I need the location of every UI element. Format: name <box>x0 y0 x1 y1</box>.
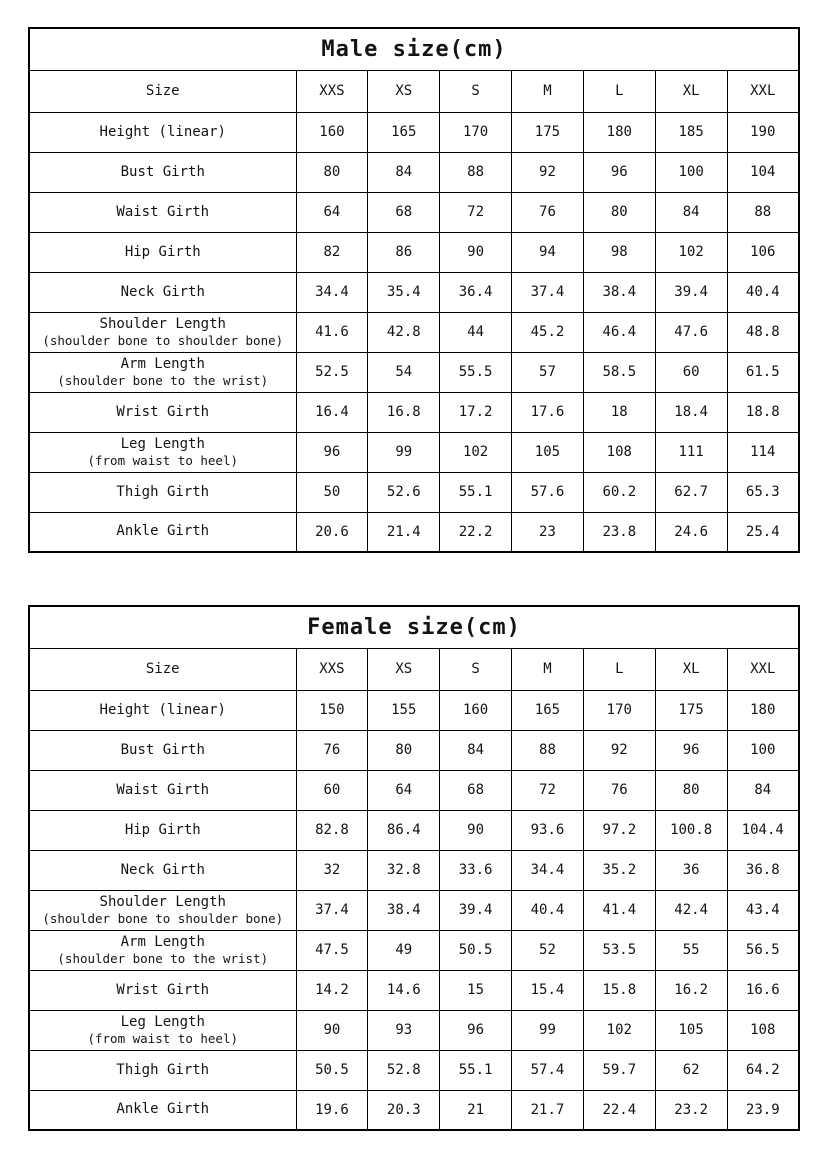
male-size-table-container <box>28 27 799 553</box>
measurement-value: 84 <box>727 770 799 810</box>
measurement-value: 99 <box>512 1010 584 1050</box>
measurement-value: 16.8 <box>368 392 440 432</box>
measurement-value: 165 <box>512 690 584 730</box>
measurement-label-text: Arm Length <box>120 356 205 372</box>
measurement-value: 62.7 <box>655 472 727 512</box>
measurement-label <box>29 690 296 730</box>
table-row <box>29 1050 799 1090</box>
measurement-value: 84 <box>440 730 512 770</box>
measurement-value: 104 <box>727 152 799 192</box>
measurement-value: 88 <box>727 192 799 232</box>
measurement-value: 111 <box>655 432 727 472</box>
male-column-header-xxl: XXL <box>727 70 799 112</box>
measurement-value: 102 <box>655 232 727 272</box>
measurement-value: 96 <box>655 730 727 770</box>
measurement-value: 23.2 <box>655 1090 727 1130</box>
table-row <box>29 112 799 152</box>
measurement-value: 106 <box>727 232 799 272</box>
measurement-value: 80 <box>368 730 440 770</box>
measurement-label-text: Wrist Girth <box>116 981 210 998</box>
table-row <box>29 890 799 930</box>
measurement-label-text: Bust Girth <box>120 163 205 180</box>
measurement-value: 52.8 <box>368 1050 440 1090</box>
measurement-value: 23.8 <box>583 512 655 552</box>
measurement-value: 20.3 <box>368 1090 440 1130</box>
measurement-value: 32.8 <box>368 850 440 890</box>
measurement-value: 55 <box>655 930 727 970</box>
measurement-label-text: Wrist Girth <box>116 403 210 420</box>
measurement-value: 88 <box>512 730 584 770</box>
measurement-value: 37.4 <box>296 890 368 930</box>
measurement-value: 43.4 <box>727 890 799 930</box>
measurement-value: 34.4 <box>512 850 584 890</box>
measurement-value: 15.4 <box>512 970 584 1010</box>
measurement-value: 65.3 <box>727 472 799 512</box>
measurement-value: 82.8 <box>296 810 368 850</box>
male-column-header-xs: XS <box>368 70 440 112</box>
measurement-value: 180 <box>583 112 655 152</box>
measurement-value: 57.4 <box>512 1050 584 1090</box>
measurement-value: 16.4 <box>296 392 368 432</box>
female-column-header-l: L <box>583 648 655 690</box>
measurement-value: 185 <box>655 112 727 152</box>
measurement-value: 22.2 <box>440 512 512 552</box>
measurement-value: 96 <box>583 152 655 192</box>
measurement-label-text: Waist Girth <box>116 203 210 220</box>
measurement-value: 155 <box>368 690 440 730</box>
measurement-label-text: Hip Girth <box>124 821 201 838</box>
measurement-value: 39.4 <box>440 890 512 930</box>
measurement-value: 21.4 <box>368 512 440 552</box>
measurement-label <box>29 1050 296 1090</box>
table-row <box>29 770 799 810</box>
measurement-value: 80 <box>583 192 655 232</box>
male-title-row <box>29 28 799 70</box>
measurement-label-text: Arm Length <box>120 934 205 950</box>
measurement-label <box>29 770 296 810</box>
measurement-value: 93.6 <box>512 810 584 850</box>
table-row <box>29 192 799 232</box>
table-row <box>29 690 799 730</box>
measurement-value: 68 <box>368 192 440 232</box>
measurement-value: 36 <box>655 850 727 890</box>
measurement-value: 64.2 <box>727 1050 799 1090</box>
measurement-value: 96 <box>296 432 368 472</box>
male-column-header-xxs: XXS <box>296 70 368 112</box>
measurement-value: 76 <box>296 730 368 770</box>
measurement-label-text: Bust Girth <box>120 741 205 758</box>
measurement-label <box>29 512 296 552</box>
measurement-value: 98 <box>583 232 655 272</box>
measurement-value: 92 <box>583 730 655 770</box>
measurement-value: 92 <box>512 152 584 192</box>
measurement-value: 33.6 <box>440 850 512 890</box>
measurement-value: 56.5 <box>727 930 799 970</box>
measurement-value: 53.5 <box>583 930 655 970</box>
measurement-value: 15 <box>440 970 512 1010</box>
measurement-label <box>29 352 296 392</box>
measurement-label <box>29 152 296 192</box>
measurement-value: 88 <box>440 152 512 192</box>
female-column-header-xxl: XXL <box>727 648 799 690</box>
measurement-value: 58.5 <box>583 352 655 392</box>
measurement-value: 18 <box>583 392 655 432</box>
measurement-value: 42.8 <box>368 312 440 352</box>
female-column-header-m: M <box>512 648 584 690</box>
measurement-value: 93 <box>368 1010 440 1050</box>
measurement-value: 76 <box>512 192 584 232</box>
female-header-row <box>29 648 799 690</box>
measurement-value: 99 <box>368 432 440 472</box>
table-row <box>29 512 799 552</box>
measurement-value: 15.8 <box>583 970 655 1010</box>
measurement-label <box>29 810 296 850</box>
measurement-value: 50.5 <box>296 1050 368 1090</box>
measurement-value: 60 <box>296 770 368 810</box>
measurement-value: 62 <box>655 1050 727 1090</box>
measurement-value: 41.6 <box>296 312 368 352</box>
measurement-value: 18.8 <box>727 392 799 432</box>
measurement-value: 175 <box>512 112 584 152</box>
measurement-label-text: Waist Girth <box>116 781 210 798</box>
measurement-label-text: Height (linear) <box>99 123 226 140</box>
female-table-title: Female size(cm) <box>29 606 799 648</box>
measurement-value: 16.6 <box>727 970 799 1010</box>
measurement-label-text: Thigh Girth <box>116 1061 210 1078</box>
measurement-value: 90 <box>440 810 512 850</box>
measurement-value: 100.8 <box>655 810 727 850</box>
female-column-header-s: S <box>440 648 512 690</box>
male-column-header-s: S <box>440 70 512 112</box>
table-row <box>29 810 799 850</box>
measurement-label <box>29 930 296 970</box>
male-column-header-m: M <box>512 70 584 112</box>
measurement-value: 100 <box>655 152 727 192</box>
measurement-label-text: Ankle Girth <box>116 1101 210 1118</box>
measurement-label <box>29 850 296 890</box>
male-column-header-xl: XL <box>655 70 727 112</box>
female-column-header-size: Size <box>29 648 296 690</box>
measurement-value: 170 <box>440 112 512 152</box>
measurement-label-text: Neck Girth <box>120 283 205 300</box>
measurement-value: 35.2 <box>583 850 655 890</box>
measurement-value: 72 <box>512 770 584 810</box>
measurement-label <box>29 432 296 472</box>
measurement-value: 64 <box>368 770 440 810</box>
measurement-value: 90 <box>296 1010 368 1050</box>
measurement-value: 160 <box>440 690 512 730</box>
measurement-value: 52.6 <box>368 472 440 512</box>
measurement-value: 60 <box>655 352 727 392</box>
measurement-value: 150 <box>296 690 368 730</box>
measurement-value: 108 <box>727 1010 799 1050</box>
measurement-label <box>29 970 296 1010</box>
measurement-value: 25.4 <box>727 512 799 552</box>
measurement-value: 19.6 <box>296 1090 368 1130</box>
measurement-value: 55.1 <box>440 472 512 512</box>
measurement-value: 38.4 <box>583 272 655 312</box>
female-column-header-xs: XS <box>368 648 440 690</box>
measurement-value: 18.4 <box>655 392 727 432</box>
measurement-value: 84 <box>655 192 727 232</box>
table-row <box>29 352 799 392</box>
measurement-value: 32 <box>296 850 368 890</box>
measurement-value: 104.4 <box>727 810 799 850</box>
measurement-value: 61.5 <box>727 352 799 392</box>
measurement-value: 17.2 <box>440 392 512 432</box>
table-row <box>29 930 799 970</box>
measurement-value: 114 <box>727 432 799 472</box>
male-column-header-l: L <box>583 70 655 112</box>
measurement-value: 68 <box>440 770 512 810</box>
table-row <box>29 432 799 472</box>
table-row <box>29 472 799 512</box>
measurement-value: 39.4 <box>655 272 727 312</box>
measurement-value: 86 <box>368 232 440 272</box>
measurement-label <box>29 312 296 352</box>
measurement-value: 160 <box>296 112 368 152</box>
male-header-row <box>29 70 799 112</box>
measurement-value: 47.5 <box>296 930 368 970</box>
measurement-value: 59.7 <box>583 1050 655 1090</box>
measurement-value: 80 <box>296 152 368 192</box>
measurement-value: 52.5 <box>296 352 368 392</box>
measurement-label <box>29 1010 296 1050</box>
measurement-value: 57 <box>512 352 584 392</box>
measurement-value: 102 <box>583 1010 655 1050</box>
measurement-value: 96 <box>440 1010 512 1050</box>
measurement-label-text: Shoulder Length <box>99 316 226 332</box>
measurement-value: 23.9 <box>727 1090 799 1130</box>
measurement-sublabel-text: (from waist to heel) <box>87 453 238 468</box>
measurement-label <box>29 192 296 232</box>
measurement-sublabel-text: (shoulder bone to shoulder bone) <box>42 911 284 926</box>
measurement-label <box>29 232 296 272</box>
table-row <box>29 392 799 432</box>
measurement-value: 50.5 <box>440 930 512 970</box>
female-size-table <box>28 605 800 1131</box>
female-column-header-xxs: XXS <box>296 648 368 690</box>
measurement-value: 86.4 <box>368 810 440 850</box>
measurement-value: 97.2 <box>583 810 655 850</box>
measurement-value: 55.1 <box>440 1050 512 1090</box>
measurement-value: 80 <box>655 770 727 810</box>
measurement-value: 36.8 <box>727 850 799 890</box>
measurement-sublabel-text: (from waist to heel) <box>87 1031 238 1046</box>
measurement-value: 40.4 <box>727 272 799 312</box>
female-column-header-xl: XL <box>655 648 727 690</box>
female-size-table-container <box>28 605 799 1131</box>
measurement-value: 72 <box>440 192 512 232</box>
measurement-value: 45.2 <box>512 312 584 352</box>
measurement-value: 40.4 <box>512 890 584 930</box>
measurement-value: 165 <box>368 112 440 152</box>
measurement-label-text: Leg Length <box>120 1014 205 1030</box>
measurement-value: 64 <box>296 192 368 232</box>
measurement-value: 108 <box>583 432 655 472</box>
measurement-value: 23 <box>512 512 584 552</box>
measurement-value: 100 <box>727 730 799 770</box>
measurement-value: 22.4 <box>583 1090 655 1130</box>
measurement-sublabel-text: (shoulder bone to the wrist) <box>57 951 269 966</box>
measurement-value: 14.2 <box>296 970 368 1010</box>
measurement-value: 82 <box>296 232 368 272</box>
measurement-value: 84 <box>368 152 440 192</box>
measurement-label-text: Shoulder Length <box>99 894 226 910</box>
measurement-label <box>29 472 296 512</box>
measurement-value: 21.7 <box>512 1090 584 1130</box>
table-row <box>29 1010 799 1050</box>
table-row <box>29 730 799 770</box>
measurement-value: 44 <box>440 312 512 352</box>
measurement-value: 57.6 <box>512 472 584 512</box>
measurement-value: 20.6 <box>296 512 368 552</box>
female-title-row <box>29 606 799 648</box>
measurement-value: 102 <box>440 432 512 472</box>
measurement-value: 46.4 <box>583 312 655 352</box>
measurement-label <box>29 730 296 770</box>
table-row <box>29 850 799 890</box>
measurement-value: 48.8 <box>727 312 799 352</box>
measurement-value: 50 <box>296 472 368 512</box>
measurement-value: 24.6 <box>655 512 727 552</box>
measurement-value: 52 <box>512 930 584 970</box>
measurement-value: 49 <box>368 930 440 970</box>
table-row <box>29 312 799 352</box>
measurement-value: 94 <box>512 232 584 272</box>
measurement-value: 37.4 <box>512 272 584 312</box>
measurement-value: 17.6 <box>512 392 584 432</box>
measurement-value: 180 <box>727 690 799 730</box>
male-table-title: Male size(cm) <box>29 28 799 70</box>
measurement-value: 42.4 <box>655 890 727 930</box>
measurement-value: 60.2 <box>583 472 655 512</box>
measurement-sublabel-text: (shoulder bone to the wrist) <box>57 373 269 388</box>
table-row <box>29 272 799 312</box>
measurement-value: 21 <box>440 1090 512 1130</box>
measurement-label <box>29 1090 296 1130</box>
measurement-value: 38.4 <box>368 890 440 930</box>
measurement-value: 41.4 <box>583 890 655 930</box>
measurement-value: 36.4 <box>440 272 512 312</box>
measurement-value: 47.6 <box>655 312 727 352</box>
measurement-value: 16.2 <box>655 970 727 1010</box>
measurement-label <box>29 112 296 152</box>
measurement-label <box>29 890 296 930</box>
measurement-value: 76 <box>583 770 655 810</box>
measurement-value: 105 <box>512 432 584 472</box>
measurement-sublabel-text: (shoulder bone to shoulder bone) <box>42 333 284 348</box>
measurement-label-text: Height (linear) <box>99 701 226 718</box>
measurement-value: 35.4 <box>368 272 440 312</box>
measurement-value: 90 <box>440 232 512 272</box>
male-size-table <box>28 27 800 553</box>
measurement-value: 54 <box>368 352 440 392</box>
measurement-label-text: Thigh Girth <box>116 483 210 500</box>
measurement-value: 190 <box>727 112 799 152</box>
male-column-header-size: Size <box>29 70 296 112</box>
measurement-value: 175 <box>655 690 727 730</box>
table-row <box>29 232 799 272</box>
measurement-label-text: Ankle Girth <box>116 523 210 540</box>
measurement-value: 170 <box>583 690 655 730</box>
measurement-value: 14.6 <box>368 970 440 1010</box>
measurement-value: 34.4 <box>296 272 368 312</box>
measurement-label-text: Leg Length <box>120 436 205 452</box>
measurement-label-text: Neck Girth <box>120 861 205 878</box>
measurement-label <box>29 272 296 312</box>
measurement-label <box>29 392 296 432</box>
table-row <box>29 970 799 1010</box>
measurement-value: 55.5 <box>440 352 512 392</box>
table-row <box>29 152 799 192</box>
measurement-value: 105 <box>655 1010 727 1050</box>
table-row <box>29 1090 799 1130</box>
measurement-label-text: Hip Girth <box>124 243 201 260</box>
